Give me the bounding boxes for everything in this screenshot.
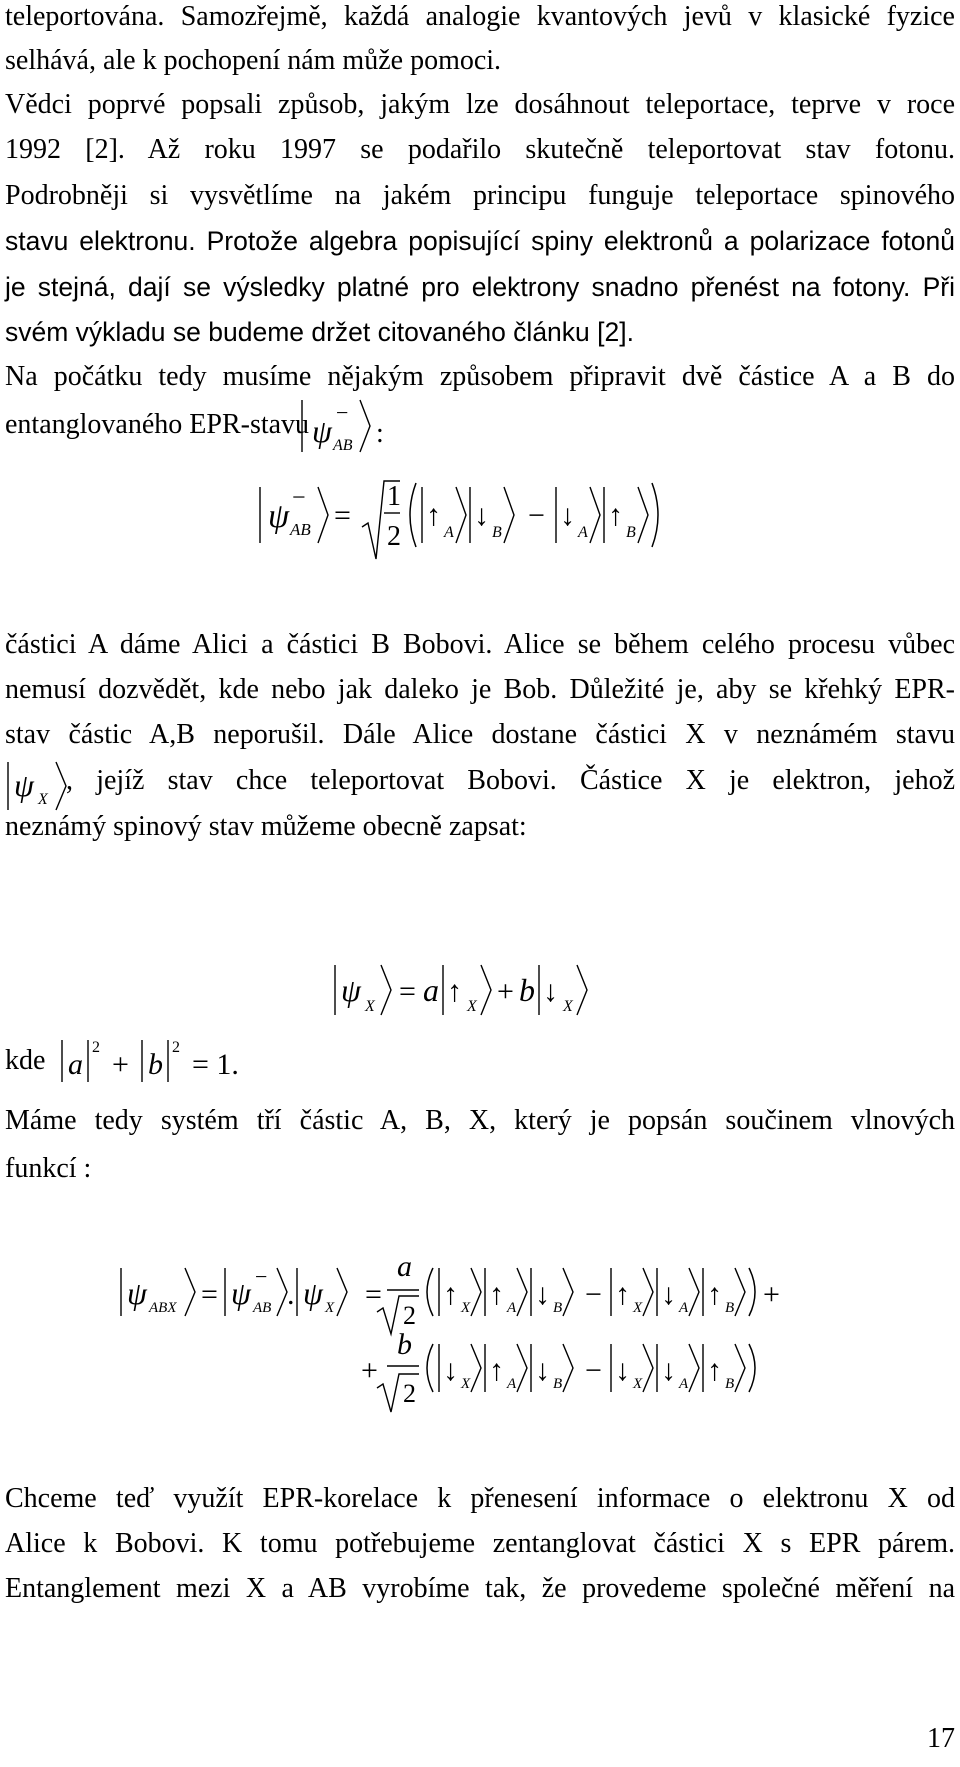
equation-three-particle-state [115,1250,855,1430]
svg-text:X: X [633,1376,643,1392]
svg-text:a: a [397,1250,412,1283]
inline-ket-psi-ab [288,390,428,460]
text-line: Podrobněji si vysvětlíme na jakém principu funguje teleportace spinového [5,180,955,211]
text-line: je stejná, dají se výsledky platné pro elektrony snadno přenést na fotony. Při [5,272,955,302]
svg-text:2: 2 [387,521,401,552]
svg-text:↑: ↑ [447,975,462,1008]
svg-text:−: − [292,485,306,511]
svg-text:ψ: ψ [14,767,34,803]
text-line: stavu elektronu. Protože algebra popisující spiny elektronů a polarizace fotonů [5,226,955,256]
svg-text:−: − [585,1354,602,1387]
svg-text:X: X [365,998,375,1015]
equation-normalization [56,1030,276,1086]
svg-text:AB: AB [290,520,311,539]
text-line: částici A dáme Alici a částici B Bobovi. Alice se během celého procesu vůbec [5,629,955,660]
svg-text:.: . [287,1278,295,1311]
svg-text:=: = [334,499,351,532]
text-line: Máme tedy systém tří částic A, B, X, který je popsán součinem vlnových [5,1105,955,1136]
svg-text:X: X [38,791,48,808]
svg-text:b: b [397,1328,412,1361]
text-line: stav částic A,B neporušil. Dále Alice dostane částici X v neznámém stavu [5,719,955,750]
text-line: 1992 [2]. Až roku 1997 se podařilo skutečně teleportovat stav fotonu. [5,134,955,165]
svg-text:+: + [763,1278,780,1311]
text-line: selhává, ale k pochopení nám může pomoci. [5,45,502,76]
svg-text:−: − [528,499,545,532]
svg-text:X: X [563,998,573,1015]
svg-text:A: A [444,524,454,541]
svg-text:↓: ↓ [474,499,489,532]
svg-text:B: B [725,1300,735,1316]
svg-text:+: + [112,1048,129,1081]
page-number: 17 [927,1723,955,1754]
svg-text:=: = [365,1278,382,1311]
text-line: nemusí dozvědět, kde nebo jak daleko je Bob. Důležité je, aby se křehký EPR- [5,674,955,705]
svg-text:↓: ↓ [661,1354,676,1387]
svg-text:↓: ↓ [543,975,558,1008]
svg-text:b: b [519,972,535,1008]
svg-text:b: b [148,1048,163,1081]
svg-text:=: = [399,975,416,1008]
svg-text:↓: ↓ [535,1278,550,1311]
text-line: , jejíž stav chce teleportovat Bobovi. Částice X je elektron, jehož [66,765,955,796]
svg-text:2: 2 [403,1301,416,1330]
svg-text:+: + [497,975,514,1008]
svg-text:↑: ↑ [608,499,623,532]
svg-text:B: B [626,524,636,541]
text-line: Entanglement mezi X a AB vyrobíme tak, že provedeme společné měření na [5,1573,955,1604]
svg-text:↑: ↑ [443,1278,458,1311]
svg-text:ψ: ψ [268,498,290,535]
svg-text:AB: AB [333,437,353,454]
equation-epr-state [250,465,670,565]
text-line: teleportována. Samozřejmě, každá analogie kvantových jevů v klasické fyzice [5,1,955,32]
svg-text:↓: ↓ [560,499,575,532]
svg-text:a: a [423,972,439,1008]
svg-text:a: a [68,1048,83,1081]
svg-text:ψ: ψ [231,1275,251,1311]
svg-text:AB: AB [253,1300,272,1316]
svg-text:ψ: ψ [341,972,361,1008]
svg-text:↓: ↓ [661,1278,676,1311]
svg-text:↑: ↑ [426,499,441,532]
text-line: Vědci poprvé popsali způsob, jakým lze dosáhnout teleportace, teprve v roce [5,89,955,120]
text-line: Chceme teď využít EPR-korelace k přenesení informace o elektronu X od [5,1483,955,1514]
svg-text:−: − [585,1278,602,1311]
svg-text:X: X [467,998,477,1015]
svg-text:↓: ↓ [615,1354,630,1387]
svg-text:B: B [725,1376,735,1392]
svg-text:1: 1 [387,481,401,512]
svg-text:A: A [578,524,588,541]
svg-text:ψ: ψ [312,413,332,449]
svg-text:−: − [255,1264,268,1289]
svg-text::: : [376,418,384,449]
svg-text:2: 2 [403,1379,416,1408]
svg-text:↑: ↑ [707,1354,722,1387]
svg-text:ψ: ψ [303,1275,323,1311]
svg-text:2: 2 [92,1039,100,1056]
svg-text:+: + [361,1354,378,1387]
svg-text:↑: ↑ [489,1278,504,1311]
text-line: funkcí : [5,1153,92,1184]
svg-text:B: B [492,524,502,541]
text-line: kde [5,1045,46,1076]
svg-text:↑: ↑ [489,1354,504,1387]
text-line: Na počátku tedy musíme nějakým způsobem připravit dvě částice A a B do [5,361,955,392]
svg-text:B: B [553,1300,563,1316]
text-line: neznámý spinový stav můžeme obecně zapsat: [5,811,527,842]
svg-text:↑: ↑ [615,1278,630,1311]
svg-text:ψ: ψ [127,1275,147,1311]
svg-text:X: X [633,1300,643,1316]
svg-text:B: B [553,1376,563,1392]
text-line: Alice k Bobovi. K tomu potřebujeme zentanglovat částici X s EPR párem. [5,1528,955,1559]
svg-text:X: X [461,1376,471,1392]
text-line: entanglovaného EPR-stavu [5,409,310,440]
svg-text:=: = [201,1278,218,1311]
svg-text:↓: ↓ [443,1354,458,1387]
svg-text:A: A [507,1376,517,1392]
svg-text:X: X [325,1300,335,1316]
svg-text:↑: ↑ [707,1278,722,1311]
equation-electron-state [325,955,615,1025]
text-line: svém výkladu se budeme držet citovaného článku [2]. [5,317,634,347]
svg-text:↓: ↓ [535,1354,550,1387]
svg-text:−: − [336,400,349,425]
svg-text:= 1.: = 1. [192,1048,239,1081]
svg-text:A: A [679,1300,689,1316]
svg-text:2: 2 [172,1039,180,1056]
svg-text:A: A [679,1376,689,1392]
svg-text:X: X [461,1300,471,1316]
svg-text:A: A [507,1300,517,1316]
svg-text:ABX: ABX [149,1300,177,1316]
